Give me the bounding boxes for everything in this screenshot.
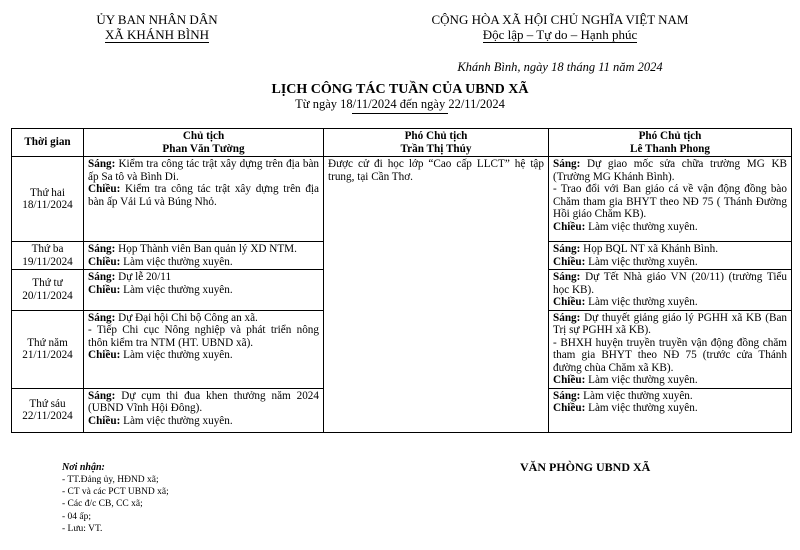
day-cell <box>12 388 84 432</box>
chairman-role: Chủ tịch <box>182 130 225 142</box>
vice-chairman-2-cell <box>549 270 792 311</box>
day-date: 20/11/2024 <box>22 289 73 302</box>
day-date: 22/11/2024 <box>22 410 73 422</box>
chairman-cell <box>84 310 324 388</box>
chairman-cell <box>84 242 324 270</box>
dateline: Khánh Bình, ngày 18 tháng 11 năm 2024 <box>457 60 663 74</box>
day-date: 18/11/2024 <box>22 199 73 211</box>
morning-entry: Sáng: Dự thuyết giảng giáo lý PGHH xã KB (Ban Trị sự PGHH xã KB). <box>553 311 787 336</box>
national-motto: Độc lập – Tự do – Hạnh phúc <box>482 27 638 42</box>
study-assignment: Được cử đi học lớp “Cao cấp LLCT” hệ tập trung, tại Cần Thơ. <box>328 158 544 183</box>
day-date: 19/11/2024 <box>22 255 73 268</box>
header-time: Thời gian <box>12 129 84 157</box>
morning-entry: Sáng: Làm việc thường xuyên. <box>553 389 693 402</box>
list-item: - TT.Đảng ủy, HĐND xã; <box>62 475 159 485</box>
national-header <box>345 12 775 43</box>
list-item: - Lưu: VT. <box>62 523 103 534</box>
afternoon-entry: Chiều: Làm việc thường xuyên. <box>553 220 698 233</box>
header-vice-chairman-1 <box>324 129 549 157</box>
day-name: Thứ ba <box>31 243 64 255</box>
table-row <box>12 157 792 242</box>
list-item: - 04 ấp; <box>62 511 92 522</box>
afternoon-entry: Chiều: Làm việc thường xuyên. <box>88 255 233 268</box>
chairman-cell <box>84 270 324 311</box>
document-subtitle: Từ ngày 18/11/2024 đến ngày 22/11/2024 <box>295 97 505 111</box>
day-name: Thứ sáu <box>29 397 66 410</box>
morning-entry: Sáng: Dự Tết Nhà giáo VN (20/11) (trường Tiểu học KB). <box>553 271 787 296</box>
afternoon-entry: Chiều: Làm việc thường xuyên. <box>88 283 233 296</box>
morning-entry: Sáng: Dự giao mốc sửa chữa trường MG KB (Trường MG Khánh Bình). <box>553 158 787 183</box>
afternoon-entry: Chiều: Làm việc thường xuyên. <box>553 402 698 414</box>
list-item: - Các đ/c CB, CC xã; <box>62 499 143 510</box>
authority-line-2: XÃ KHÁNH BÌNH <box>105 27 209 42</box>
issuing-authority <box>62 12 252 43</box>
recipients-heading: Nơi nhận: <box>62 462 105 473</box>
morning-entry: Sáng: Kiểm tra công tác trật xây dựng trên địa bàn ấp Sa tô và Bình Di. <box>88 158 319 183</box>
afternoon-entry: Chiều: Làm việc thường xuyên. <box>553 296 698 308</box>
header-chairman <box>84 129 324 157</box>
morning-entry: Sáng: Dự cụm thi đua khen thưởng năm 2024 (UBND Vĩnh Hội Đông). <box>88 389 319 414</box>
morning-entry: Sáng: Dự lễ 20/11 <box>88 271 172 283</box>
afternoon-entry: Chiều: Làm việc thường xuyên. <box>88 414 233 427</box>
vice-chairman-2-cell <box>549 310 792 388</box>
day-cell <box>12 242 84 270</box>
morning-entry-extra: - Tiếp Chi cục Nông nghiệp và phát triển nông thôn kiểm tra NTM (HT. UBND xã). <box>88 324 319 349</box>
morning-entry: Sáng: Họp Thành viên Ban quản lý XD NTM. <box>88 243 297 255</box>
morning-entry: Sáng: Họp BQL NT xã Khánh Bình. <box>553 243 719 255</box>
title-underline <box>352 113 448 114</box>
day-cell <box>12 157 84 242</box>
vice-chairman-2-cell <box>549 242 792 270</box>
chairman-name: Phan Văn Tường <box>162 142 245 155</box>
table-header-row <box>12 129 792 157</box>
day-cell <box>12 270 84 311</box>
vice-chairman-1-role: Phó Chủ tịch <box>404 130 468 142</box>
vice-chairman-1-cell <box>324 157 549 433</box>
day-name: Thứ hai <box>30 186 65 199</box>
morning-entry-extra: - Trao đổi với Ban giáo cá về vận động đồng bào Chăm tham gia BHYT theo NĐ 75 ( Thánh Đường Hồi giáo Chăm KB). <box>553 183 787 220</box>
vice-chairman-2-name: Lê Thanh Phong <box>629 142 710 155</box>
afternoon-entry: Chiều: Làm việc thường xuyên. <box>88 349 233 361</box>
list-item: - CT và các PCT UBND xã; <box>62 487 169 498</box>
nation-name: CỘNG HÒA XÃ HỘI CHỦ NGHĨA VIỆT NAM <box>431 12 689 27</box>
day-name: Thứ tư <box>32 277 63 290</box>
vice-chairman-2-role: Phó Chủ tịch <box>638 130 702 142</box>
chairman-cell <box>84 388 324 432</box>
issuing-office: VĂN PHÒNG UBND XÃ <box>520 460 651 474</box>
morning-entry: Sáng: Dự Đại hội Chi bộ Công an xã. <box>88 311 258 324</box>
afternoon-entry: Chiều: Làm việc thường xuyên. <box>553 255 698 268</box>
recipients-list <box>62 474 169 535</box>
day-name: Thứ năm <box>27 336 68 349</box>
vice-chairman-1-name: Trần Thị Thúy <box>400 142 472 155</box>
authority-line-1: ỦY BAN NHÂN DÂN <box>96 12 218 27</box>
afternoon-entry: Chiều: Làm việc thường xuyên. <box>553 374 698 386</box>
header-vice-chairman-2 <box>549 129 792 157</box>
day-cell <box>12 310 84 388</box>
schedule-table <box>11 128 792 433</box>
document-title: LỊCH CÔNG TÁC TUẦN CỦA UBND XÃ <box>271 82 529 97</box>
vice-chairman-2-cell <box>549 388 792 432</box>
vice-chairman-2-cell <box>549 157 792 242</box>
afternoon-entry: Chiều: Kiểm tra công tác trật xây dựng trên địa bàn ấp Vải Lú và Búng Nhỏ. <box>88 183 319 208</box>
morning-entry-extra: - BHXH huyện truyền truyền vận động đồng chăm tham gia BHYT theo NĐ 75 (trước cửa Thánh đường chùa Chăm xã KB). <box>553 336 787 374</box>
day-date: 21/11/2024 <box>22 349 73 361</box>
chairman-cell <box>84 157 324 242</box>
